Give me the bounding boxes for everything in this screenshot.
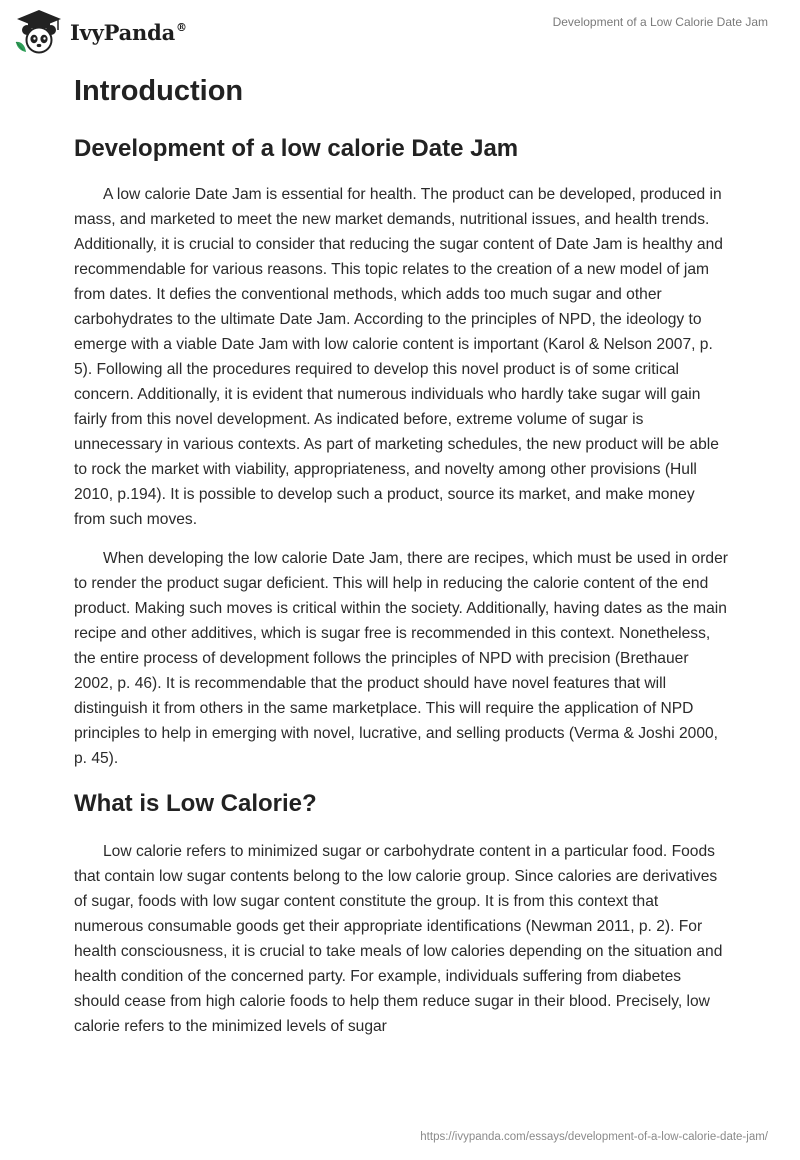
page-title: Introduction: [74, 75, 244, 107]
essay-content: [74, 70, 730, 1039]
section-heading: What is Low Calorie?: [74, 790, 317, 817]
page-header: [0, 0, 800, 60]
brand-name: IvyPanda®: [70, 19, 187, 45]
paragraph: A low calorie Date Jam is essential for health. The product can be developed, produced in mass, and marketed to meet the new market demands, nutritional issues, and health trends. Additionally, it is crucial to consider that reducing the sugar content of Date Jam is healthy and recommendable for various reasons. This topic relates to the creation of a new model of jam from dates. It defies the conventional methods, which adds too much sugar and other carbohydrates to the ultimate Date Jam. According to the principles of NPD, the ideology to emerge with a viable Date Jam with low calorie content is important (Karol & Nelson 2007, p. 5). Following all the procedures required to develop this novel product is of some critical concern. Additionally, it is evident that numerous individuals who hardly take sugar will gain fairly from this novel development. As indicated before, extreme volume of sugar is unnecessary in various contexts. As part of marketing schedules, the new product will be able to rock the market with viability, appropriateness, and novelty among other provisions (Hull 2010, p.194). It is possible to develop such a product, source its market, and make money from such moves.: [74, 186, 723, 528]
panda-graduate-icon: [14, 8, 64, 54]
source-url[interactable]: https://ivypanda.com/essays/development-of-a-low-calorie-date-jam/: [420, 1131, 768, 1143]
ivypanda-logo[interactable]: [14, 6, 187, 56]
section-heading: Development of a low calorie Date Jam: [74, 135, 519, 162]
document-title: Development of a Low Calorie Date Jam: [552, 15, 768, 29]
paragraph: When developing the low calorie Date Jam, there are recipes, which must be used in order to render the product sugar deficient. This will help in reducing the calorie content of the end product. Making such moves is critical within the society. Additionally, having dates as the main recipe and other additives, which is sugar free is recommended in this context. Nonetheless, the entire process of development follows the principles of NPD with precision (Brethauer 2002, p. 46). It is recommendable that the product should have novel features that will distinguish it from others in the same marketplace. This will require the application of NPD principles to help in emerging with novel, lucrative, and selling products (Verma & Joshi 2000, p. 45).: [74, 550, 728, 767]
paragraph: Low calorie refers to minimized sugar or carbohydrate content in a particular food. Foods that contain low sugar contents belong to the low calorie group. Since calories are derivatives of sugar, foods with low sugar content constitute the group. It is from this context that numerous consumable goods get their appropriate identifications (Newman 2011, p. 2). For health consciousness, it is crucial to take meals of low calories depending on the situation and health condition of the concerned party. For example, individuals suffering from diabetes should cease from high calorie foods to help them reduce sugar in their blood. Precisely, low calorie refers to the minimized levels of sugar: [74, 843, 723, 1035]
